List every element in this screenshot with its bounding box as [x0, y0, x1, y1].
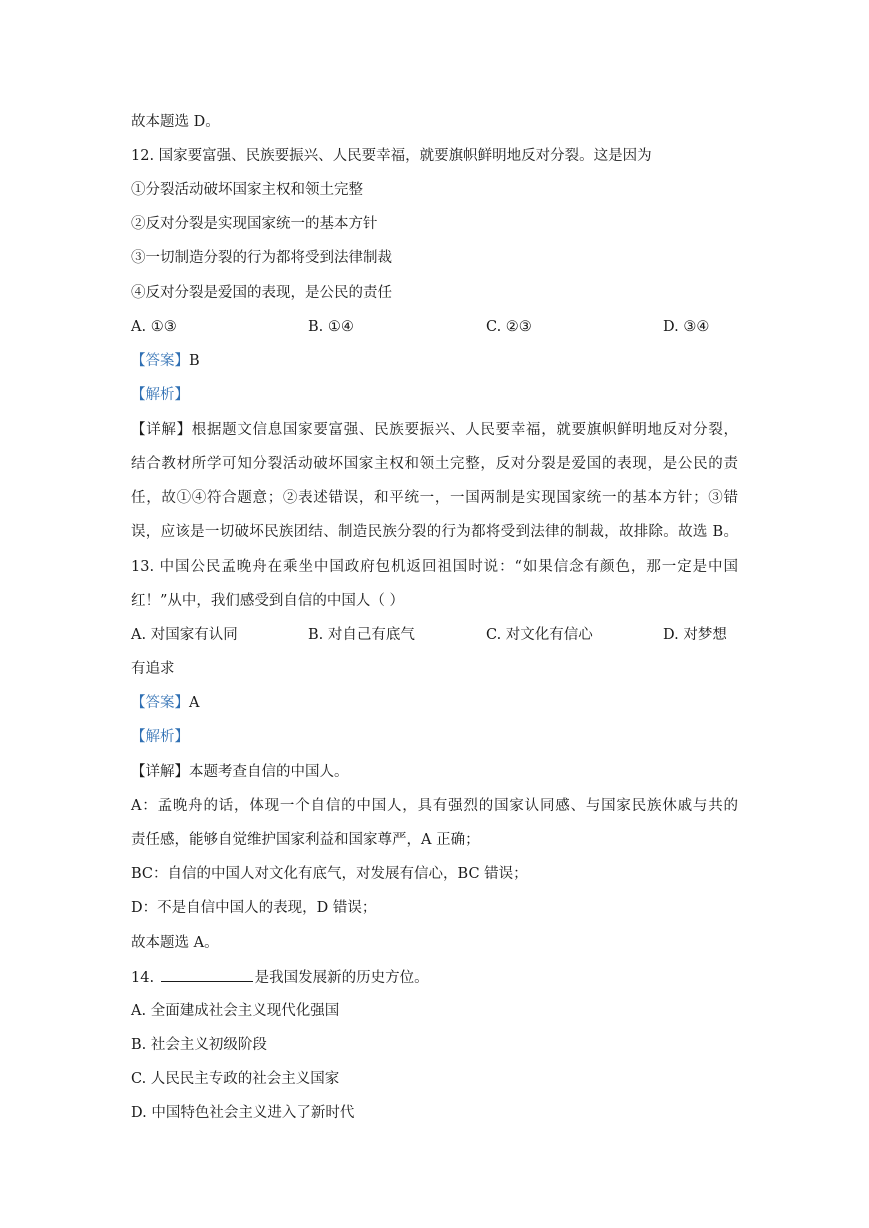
q12-detail-line-1: [131, 420, 738, 440]
q13-detail-first: [131, 762, 349, 782]
q12-item-3: ③一切制造分裂的行为都将受到法律制裁: [131, 250, 392, 266]
q12-item-4: ④反对分裂是爱国的表现，是公民的责任: [131, 285, 392, 301]
q13-stem-line-2: 红！”从中，我们感受到自信的中国人（ ）: [131, 593, 405, 609]
q13-option-b: B. 对自己有底气: [308, 627, 415, 643]
q12-option-c: C. ②③: [486, 319, 532, 335]
prev-conclusion: 故本题选 D。: [131, 114, 220, 130]
answer-value: A: [189, 695, 200, 711]
q12-detail-line-4: 误，应该是一切破坏民族团结、制造民族分裂的行为都将受到法律的制裁，故排除。故选 B。: [131, 524, 738, 540]
q12-detail-line-2: 结合教材所学可知分裂活动破坏国家主权和领土完整，反对分裂是爱国的表现，是公民的责: [131, 456, 738, 472]
q14-option-a: A. 全面建成社会主义现代化强国: [131, 1003, 340, 1019]
q13-analysis-tag: 【解析】: [131, 729, 189, 745]
answer-tag: 【答案】: [131, 695, 189, 711]
detail-text: 根据题文信息国家要富强、民族要振兴、人民要幸福，就要旗帜鲜明地反对分裂，: [191, 422, 739, 438]
q14-option-c: C. 人民民主专政的社会主义国家: [131, 1071, 340, 1087]
q14-option-b: B. 社会主义初级阶段: [131, 1037, 267, 1053]
q13-detail-line-3: BC：自信的中国人对文化有底气，对发展有信心，BC 错误；: [131, 866, 528, 882]
q12-option-b: B. ①④: [308, 319, 354, 335]
q13-option-a: A. 对国家有认同: [131, 627, 238, 643]
q13-detail-line-1: A：孟晚舟的话，体现一个自信的中国人，具有强烈的国家认同感、与国家民族休戚与共的: [131, 798, 738, 814]
q14-stem: [131, 967, 429, 988]
q13-detail-line-4: D：不是自信中国人的表现，D 错误；: [131, 900, 377, 916]
detail-tag: 【详解】: [131, 764, 189, 780]
q14-option-d: D. 中国特色社会主义进入了新时代: [131, 1105, 355, 1121]
q13-option-d-continued: 有追求: [131, 661, 175, 677]
q13-detail-line-5: 故本题选 A。: [131, 935, 219, 951]
answer-value: B: [189, 353, 200, 369]
q13-stem-line-1: 13. 中国公民孟晚舟在乘坐中国政府包机返回祖国时说：“如果信念有颜色，那一定是中国: [131, 559, 738, 575]
q12-option-a: A. ①③: [131, 319, 177, 335]
q14-stem-text: 是我国发展新的历史方位。: [254, 970, 429, 986]
q13-option-c: C. 对文化有信心: [486, 627, 593, 643]
q13-answer: [131, 693, 199, 713]
q12-item-2: ②反对分裂是实现国家统一的基本方针: [131, 216, 378, 232]
q13-detail-line-2: 责任感，能够自觉维护国家利益和国家尊严，A 正确；: [131, 832, 480, 848]
answer-tag: 【答案】: [131, 353, 189, 369]
fill-in-blank: [161, 967, 253, 982]
q13-option-d: D. 对梦想: [663, 627, 727, 643]
q12-stem: 12. 国家要富强、民族要振兴、人民要幸福，就要旗帜鲜明地反对分裂。这是因为: [131, 148, 652, 164]
q12-item-1: ①分裂活动破坏国家主权和领土完整: [131, 182, 363, 198]
q12-analysis-tag: 【解析】: [131, 387, 189, 403]
q12-detail-line-3: 任，故①④符合题意；②表述错误，和平统一，一国两制是实现国家统一的基本方针；③错: [131, 490, 738, 506]
q14-number: 14.: [131, 970, 155, 986]
detail-tag: 【详解】: [131, 422, 192, 438]
q12-option-d: D. ③④: [663, 319, 710, 335]
q12-answer: [131, 351, 200, 371]
detail-text: 本题考查自信的中国人。: [189, 764, 349, 780]
